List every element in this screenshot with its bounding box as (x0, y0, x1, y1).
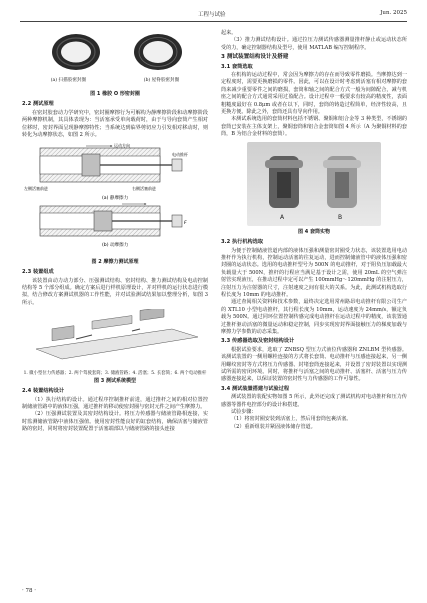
section-3-1-title: 3.1 套筒选取 (221, 63, 253, 70)
figure-1-rings (22, 30, 208, 76)
figure-2a-sensor-label: 电动推杆 (172, 152, 188, 158)
header-rule (20, 21, 407, 22)
test-rig-model (36, 309, 198, 359)
figure-2a-left-label: 左侧活塞前进 (24, 186, 48, 192)
figure-2b-force-label: F (184, 221, 187, 227)
section-3-2-paragraph-2: 通过查阅相关资料和技术参数，最终决定选用常州路昂电动推杆有限公司生产的 XTL10 小型电动推杆，其行程长度为 10mm，运动速度为 24mm/s，额定负载为 500N。通过同环位置控制传感完成电动推杆在运动过程中的精度，该装置通过推杆驱动活塞的微量运动和稳定控制，同步实现密封界面接触压力的梯度加载与摩擦力学参数的动态采集。 (221, 299, 407, 335)
section-2-4-paragraph-2: （2）压强测试装置及其密封结构设计。将压力传感器与储液管路相连接，实时监测储液管路中液体压强值。使用密封性能良好的缸套结构，确保活塞与储液管路的密封，同时将密封装置配置于活塞端部以与储液管路的接头连接 (22, 411, 208, 433)
push-structure-paragraph: （3）推力测试结构设计。通过拉压力测试传感器测量推杆静止或运动状态所受的力，确定控制器结构及型号，使用 MATLAB 编写控制程序。 (221, 37, 407, 51)
figure-2a-cylinder (40, 146, 182, 182)
figure-2a-chamber-label: 右侧活塞前进 (132, 186, 156, 192)
sleeve-photo (247, 142, 381, 226)
journal-name: 工程与试验 (198, 12, 226, 18)
sleeve-a (265, 156, 303, 208)
section-2-3-paragraph: 该装置由动力动力部分、压强测试结构、密封结构、推力测试结构及电动控制结构等 5 个部分组成。确定方案后进行样机原理设计，并对样机的运行状态进行模拟，结合修改方案测试机器的工作性能，并对试验测试结果加以整理分析，如图 3 所示。 (22, 277, 208, 306)
issue-date: Jun. 2025 (380, 10, 407, 16)
section-2-2-title: 2.2 测试原理 (22, 101, 54, 108)
figure-2a-label: (a) 静摩擦力 (102, 196, 129, 202)
figure-2-diagram (22, 142, 208, 254)
figure-2b-cylinder (40, 204, 182, 236)
left-column (22, 30, 208, 434)
section-2-4-title: 2.4 装置结构设计 (22, 388, 65, 395)
right-column (221, 30, 407, 431)
figure-3-caption: 图 3 测试系统模型 (94, 377, 136, 384)
sleeve-b (323, 156, 361, 208)
section-3-4-title: 3.4 测试装置搭建与试验过程 (221, 385, 290, 392)
section-3-1-paragraph-2: 本测试系统选用的套筒材料包括不锈钢、聚铜和铝合金等 3 种类型，不锈钢的套筒已安装在主体支架上，聚铜套筒和铝合金套筒如图 4 所示（A 为聚铜材料的套筒，B 为铝合金材料的套筒）。 (221, 116, 407, 138)
section-3-2-paragraph-1: 为便于控制储液管道内部的液体压强和测量密封圈受力状态，该装置选用电动推杆作为执行机构，控制运动活塞的往复运动，进而控制储液管中的液体压强和密封圈的运动状态。选用的电动推杆型号为 500N 的电动推杆，对于阻负压加载最大负载量大于 500N，推杆的行程应当满足基于设计之需，使用 20mL 的空气弹注射管实现液压，在推动过程中定可以产生 100mmHg～120mmHg 的注射压力，注射压力为注射器的尺寸，注射速度之间有很大的关系。为此，此测试机构选取行程长度为 10mm 的电动推杆。 (221, 247, 407, 298)
figure-1b-label: (b) 屋脊胶密封圈 (143, 78, 180, 84)
section-3-4-steps-label: 试验步骤： (231, 409, 257, 416)
sleeve-a-label: A (280, 213, 285, 221)
figure-3 (22, 309, 208, 376)
section-3-4-paragraph-1: 测试装置的装配实物如图 5 所示，此外还完成了测试机构对电动推杆和压力传感器等器件电控部分的设计和搭建。 (221, 394, 407, 408)
figure-2 (22, 142, 208, 257)
page-number: · 78 · (22, 588, 36, 594)
section-3-3-title: 3.3 传感器选取及密封结构设计 (221, 338, 295, 345)
section-3-2-title: 3.2 执行机构选取 (221, 239, 264, 246)
figure-3-model (22, 309, 208, 367)
section-2-4-paragraph-1: （1）执行结构的设计。通过程序控制推杆前进，通过推杆之间的相对位置控制储液管路中的液体压强，通过推杆的移动使密封圈与密封元件之间产生摩擦力。 (22, 396, 208, 410)
section-3-title: 3 测试装置结构设计及搭建 (221, 54, 289, 61)
figure-4 (221, 142, 407, 228)
section-3-1-paragraph-1: 在机构的运动过程中，常会因为摩擦力的存在而导致零件磨损。当摩擦达到一定程度时，需要更换磨损的零件。因此，可以在设计时考虑到活塞有相对摩擦的套筒来减少重要零件之间的磨损，套筒和轴之间的配合方式一般为间隙配合，减与机座之间的配合方式通常采用过盈配合。设计过程中一般要求有较高的精度性，表面粗糙度最好在 0.8μm 或者在以下，同时，套筒的铸造过程简单，经济性较高，且更换方便。除此之外，套筒还具有导向作用。 (221, 72, 407, 116)
figure-1a-label: (a) 扫描胶密封圈 (50, 78, 87, 84)
sleeve-photo-drawing (247, 142, 381, 226)
section-2-2-paragraph: 在密封胶套动力学研究中，密封圈摩擦行为可解构为静摩擦阶段和动摩擦阶段两种摩擦机制，其具体表现为：当活塞承受单向载荷时，由于与导向套筒产生相对位移时，密封界面呈现静摩擦特性；当系统达到临界剪切应力引发相对移动时，则转化为动摩擦状态，如图 2 所示。 (22, 109, 208, 139)
section-3-4-step-1: （1）将密封圈安装到活塞上，然后用套筒包裹活塞。 (231, 416, 352, 423)
figure-1 (22, 30, 208, 90)
section-3-3-paragraph: 根据试验要求，选取了 ZNBSQ 型压力式液位传感器和 ZNLBM 型传感器。该测试装置的一侧用螺栓连接的方式将长套筒、电动推杆与压感连接起来，另一侧用螺纹密封等方式将压力传感器、封堵套筒连接起来，并设置了密封装置以实现测试所需的密闭环境。同时，将推杆与活塞之间的电动推杆、活塞杆、活塞与压力传感器连接起来，以保证装置的密封性与力传感器的工作可靠性。 (221, 346, 407, 383)
figure-2a-motion-label: 运动方向 (114, 143, 130, 149)
continued-text: 起来。 (221, 30, 237, 36)
sleeve-b-label: B (338, 213, 343, 221)
seal-ring-b (134, 34, 182, 70)
figure-2b-label: (b) 动摩擦力 (102, 243, 129, 249)
figure-3-legend: 1. 微小型位力传感器；2. 两个驾驶套筒；3. 储液管路；4. 活塞；5. 长套筒；6. 两个电动推杆 (23, 370, 207, 376)
figure-2-caption: 图 2 摩擦力测试原理 (91, 258, 139, 265)
figure-1-caption: 图 1 橡胶 O 形密封圈 (90, 91, 140, 97)
page-header (20, 10, 407, 20)
figure-4-caption: 图 4 套筒实物 (298, 228, 330, 235)
seal-ring-a (52, 34, 100, 70)
section-3-4-step-2: （2）重新组装并紧固液体储存管道。 (231, 423, 316, 430)
section-2-3-title: 2.3 装置组成 (22, 269, 54, 276)
